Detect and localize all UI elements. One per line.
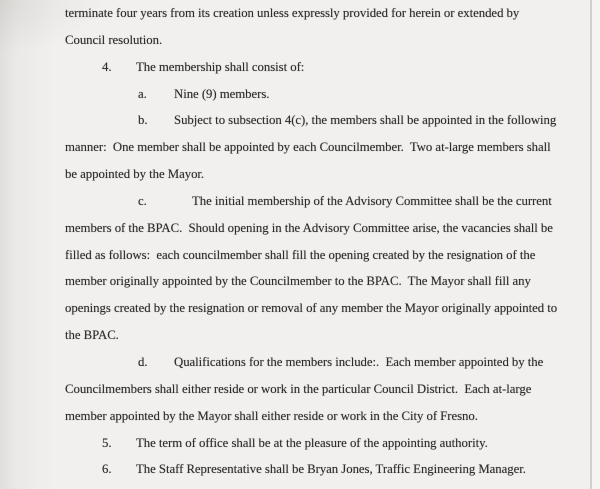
- line-text: manner: One member shall be appointed by each Councilmember. Two at-large members shall: [65, 140, 551, 155]
- line-text: The term of office shall be at the pleasure of the appointing authority.: [136, 435, 488, 450]
- document-line: [65, 295, 600, 322]
- line-text: openings created by the resignation or removal of any member the Mayor originally appointed to: [65, 301, 558, 316]
- document-line: [65, 27, 600, 54]
- item-letter: c.: [138, 193, 147, 208]
- document-line-item-5: [65, 430, 600, 457]
- line-text: Nine (9) members.: [174, 86, 270, 101]
- document-line: [65, 403, 600, 430]
- document-line: [65, 215, 600, 242]
- line-text: member appointed by the Mayor shall either reside or work in the City of Fresno.: [65, 408, 478, 423]
- line-text: Qualifications for the members include:. Each member appointed by the: [174, 354, 544, 369]
- document-line-item-4d: [65, 349, 600, 376]
- item-letter: a.: [138, 86, 147, 101]
- document-line: [65, 242, 600, 269]
- item-letter: b.: [138, 113, 148, 128]
- line-text: be appointed by the Mayor.: [65, 167, 205, 182]
- item-number: 4.: [102, 59, 112, 74]
- line-text: The Staff Representative shall be Bryan Jones, Traffic Engineering Manager.: [136, 462, 526, 477]
- line-text: The initial membership of the Advisory Committee shall be the current: [192, 193, 552, 208]
- document-line-item-4: [65, 54, 600, 81]
- line-text: The membership shall consist of:: [136, 59, 305, 74]
- line-text: Subject to subsection 4(c), the members shall be appointed in the following: [174, 113, 557, 128]
- document-line: [65, 0, 600, 27]
- document-line-item-6: [65, 456, 600, 483]
- item-number: 6.: [102, 462, 112, 477]
- line-text: member originally appointed by the Councilmember to the BPAC. The Mayor shall fill any: [65, 274, 531, 289]
- line-text: filled as follows: each councilmember shall fill the opening created by the resignation of the: [65, 247, 536, 262]
- document-line: [65, 322, 600, 349]
- document-line: [65, 161, 600, 188]
- document-line: [65, 268, 600, 295]
- document-line: [65, 134, 600, 161]
- line-text: terminate four years from its creation unless expressly provided for herein or extended by: [65, 6, 520, 20]
- document-line: [65, 376, 600, 403]
- document-line-item-4b: [65, 107, 600, 134]
- line-text: Councilmembers shall either reside or work in the particular Council District. Each at-large: [65, 381, 532, 396]
- line-text: the BPAC.: [65, 328, 119, 343]
- document-line-item-4a: [65, 81, 600, 108]
- line-text: Council resolution.: [65, 32, 163, 47]
- line-text: members of the BPAC. Should opening in the Advisory Committee arise, the vacancies shall be: [65, 220, 553, 235]
- item-letter: d.: [138, 354, 148, 369]
- document-line-item-4c: [65, 188, 600, 215]
- item-number: 5.: [102, 435, 112, 450]
